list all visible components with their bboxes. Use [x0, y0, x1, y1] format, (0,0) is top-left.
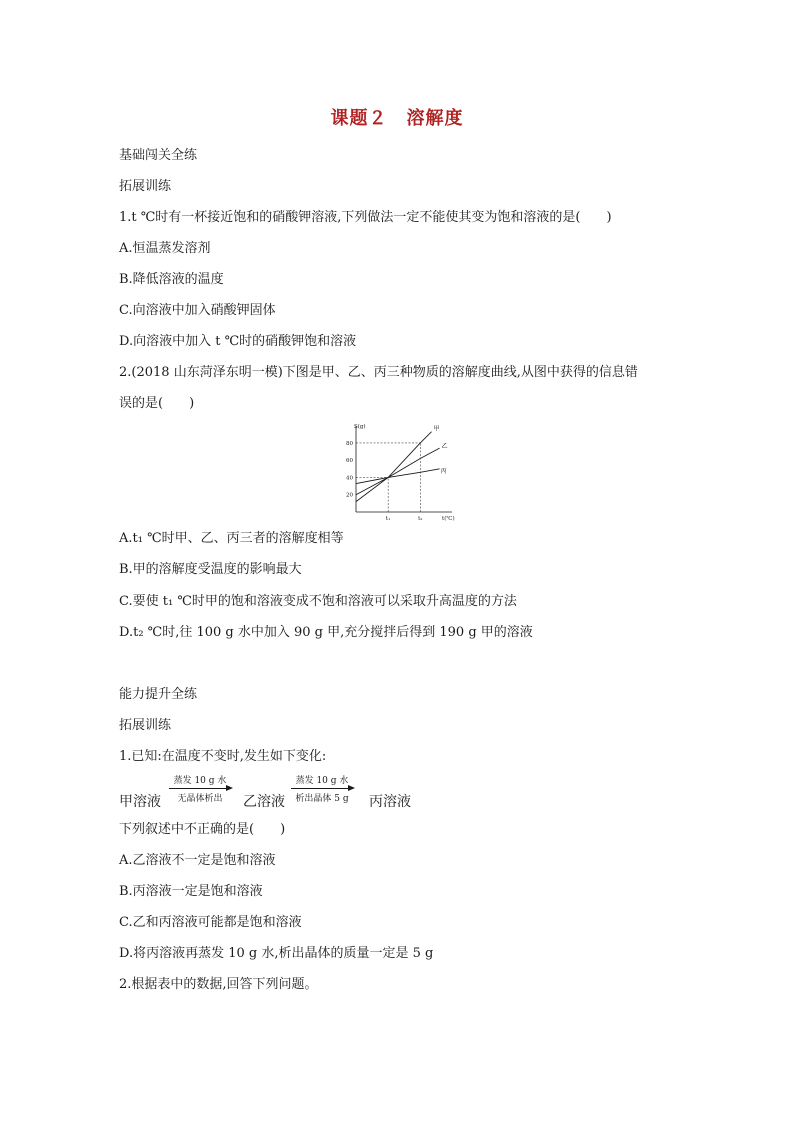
y-tick-label: 60	[346, 458, 353, 465]
q2-option-b: B.甲的溶解度受温度的影响最大	[119, 562, 302, 577]
series-label: 甲	[433, 425, 440, 433]
q2-option-a: A.t₁ ℃时甲、乙、丙三者的溶解度相等	[119, 531, 344, 546]
arrow-right-icon	[291, 788, 353, 789]
y-axis-label: S(g)	[354, 424, 366, 430]
solubility-chart	[330, 420, 460, 525]
y-tick-label: 40	[346, 475, 353, 482]
y-tick-label: 80	[346, 440, 353, 447]
p1-option-d: D.将丙溶液再蒸发 10 g 水,析出晶体的质量一定是 5 g	[119, 946, 434, 961]
series-line-3	[356, 469, 440, 484]
section-basic: 基础闯关全练	[119, 148, 198, 163]
q2-option-c: C.要使 t₁ ℃时甲的饱和溶液变成不饱和溶液可以采取升高温度的方法	[119, 594, 517, 609]
x-tick-label: t₂	[418, 516, 423, 522]
p1-option-b: B.丙溶液一定是饱和溶液	[119, 884, 263, 899]
q2-stem-line1: 2.(2018 山东菏泽东明一模)下图是甲、乙、丙三种物质的溶解度曲线,从图中获得的信息错	[119, 365, 638, 380]
flow-arrow-1	[169, 773, 231, 804]
flow-arrow-1-top: 蒸发 10 g 水	[173, 776, 227, 786]
q2-stem-line2: 误的是( )	[119, 396, 195, 411]
p1-option-c: C.乙和丙溶液可能都是饱和溶液	[119, 915, 302, 930]
q1-option-c: C.向溶液中加入硝酸钾固体	[119, 303, 276, 318]
chart-labels	[346, 423, 455, 522]
flow-node-b: 乙溶液	[243, 794, 285, 810]
series-label: 丙	[440, 467, 447, 475]
section-basic-sub: 拓展训练	[119, 179, 172, 194]
flow-arrow-1-bottom: 无晶体析出	[177, 794, 223, 804]
q1-option-d: D.向溶液中加入 t ℃时的硝酸钾饱和溶液	[119, 334, 357, 349]
arrow-right-icon	[169, 788, 231, 789]
flow-node-c: 丙溶液	[369, 794, 411, 810]
x-tick-label: t₁	[385, 516, 391, 522]
flow-arrow-2	[291, 773, 353, 804]
p2-stem: 2.根据表中的数据,回答下列问题。	[119, 977, 318, 992]
series-label: 乙	[441, 443, 448, 451]
section-ability-sub: 拓展训练	[119, 718, 172, 733]
flow-arrow-2-top: 蒸发 10 g 水	[295, 776, 349, 786]
flow-arrow-2-bottom: 析出晶体 5 g	[295, 794, 349, 804]
q1-option-b: B.降低溶液的温度	[119, 272, 224, 287]
reaction-flow	[119, 773, 449, 813]
y-tick-label: 20	[346, 492, 353, 499]
q1-stem: 1.t ℃时有一杯接近饱和的硝酸钾溶液,下列做法一定不能使其变为饱和溶液的是( )	[119, 210, 612, 225]
series-line-1	[356, 432, 432, 502]
flow-node-a: 甲溶液	[119, 794, 161, 810]
x-axis-label: t(℃)	[442, 516, 455, 522]
p1-stem: 1.已知:在温度不变时,发生如下变化:	[119, 749, 327, 764]
page-title: 课题２ 溶解度	[330, 108, 464, 129]
section-ability: 能力提升全练	[119, 687, 198, 702]
q2-option-d: D.t₂ ℃时,往 100 g 水中加入 90 g 甲,充分搅拌后得到 190 g 甲的溶液	[119, 625, 533, 640]
p1-option-a: A.乙溶液不一定是饱和溶液	[119, 853, 276, 868]
p1-question: 下列叙述中不正确的是( )	[119, 822, 286, 837]
chart-series	[356, 432, 440, 502]
q1-option-a: A.恒温蒸发溶剂	[119, 241, 211, 256]
